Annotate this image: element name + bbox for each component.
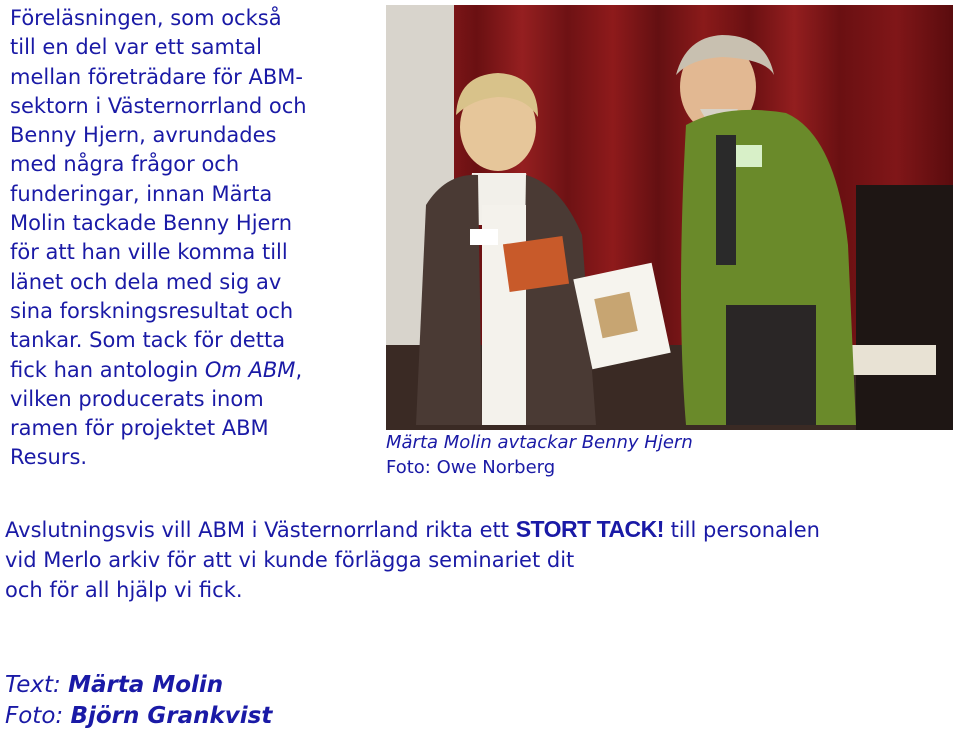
body-line: med några frågor och (10, 152, 240, 177)
photo-illustration (386, 5, 953, 430)
photo-credit (5, 701, 272, 732)
body-line: mellan företrädare för ABM- (10, 64, 303, 89)
text-credit (5, 670, 272, 701)
body-text-fragment: fick han antologin (10, 357, 205, 382)
body-line: Föreläsningen, som också (10, 6, 282, 30)
closing-line: vid Merlo arkiv för att vi kunde förlägga seminariet dit (5, 548, 575, 572)
closing-line (5, 514, 955, 545)
body-line: till en del var ett samtal (10, 35, 262, 60)
body-line: Resurs. (10, 445, 88, 470)
body-line: sina forskningsresultat och (10, 298, 294, 323)
book-title: Om ABM (204, 357, 296, 382)
article-credits (5, 670, 272, 732)
event-photo (386, 5, 953, 430)
body-line: för att han ville komma till (10, 240, 288, 265)
photo-caption (386, 430, 693, 480)
body-line: Benny Hjern, avrundades (10, 123, 277, 148)
body-line: länet och dela med sig av (10, 269, 282, 294)
caption-title: Märta Molin avtackar Benny Hjern (386, 432, 693, 453)
closing-text-fragment: Avslutningsvis vill ABM i Västernorrland rikta ett (5, 518, 516, 542)
caption-credit: Foto: Owe Norberg (386, 457, 556, 478)
body-line: Molin tackade Benny Hjern (10, 211, 293, 236)
text-credit-label: Text: (5, 672, 69, 698)
thanks-emphasis: STORT TACK! (515, 516, 664, 542)
body-line: tankar. Som tack för detta (10, 328, 286, 353)
body-text-fragment: , (295, 357, 303, 382)
article-body (10, 4, 372, 473)
photo-credit-label: Foto: (5, 703, 71, 729)
body-line: sektorn i Västernorrland och (10, 93, 307, 118)
closing-line: och för all hjälp vi fick. (5, 578, 243, 602)
photo-credit-name: Björn Grankvist (70, 703, 273, 729)
body-line: ramen för projektet ABM (10, 416, 269, 441)
body-line: funderingar, innan Märta (10, 181, 273, 206)
closing-text-fragment: till personalen (663, 518, 820, 542)
closing-paragraph (5, 514, 955, 605)
body-line (10, 356, 372, 385)
text-credit-name: Märta Molin (68, 672, 224, 698)
body-line: vilken producerats inom (10, 386, 264, 411)
